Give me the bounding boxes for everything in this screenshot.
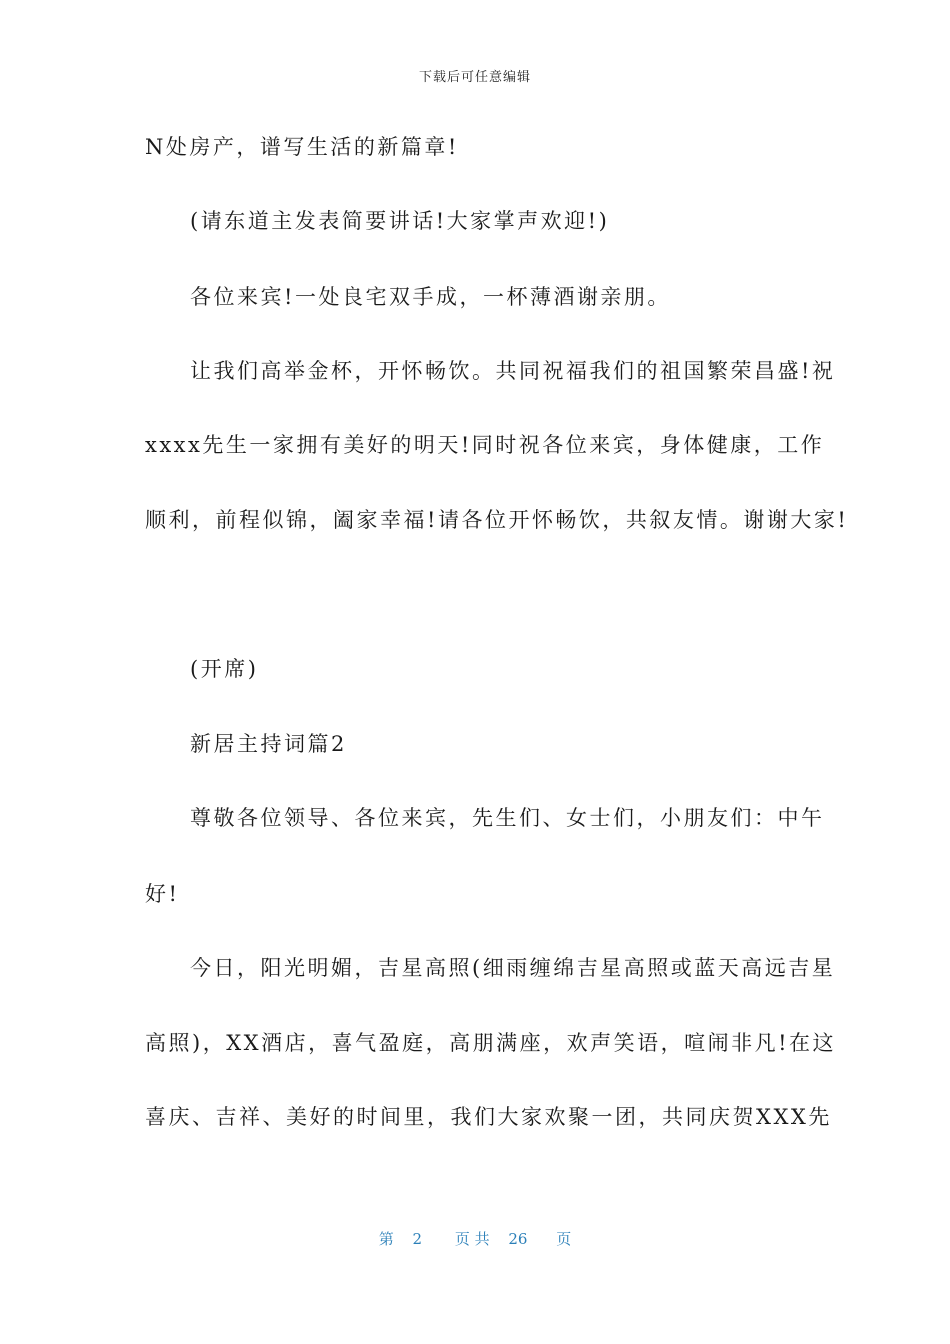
text-line: (开席) — [190, 657, 259, 681]
footer-total-pages: 26 — [508, 1230, 528, 1248]
footer-di: 第 — [378, 1230, 394, 1248]
text-line: 让我们高举金杯，开怀畅饮。共同祝福我们的祖国繁荣昌盛!祝 — [190, 359, 836, 383]
text-line: 顺利，前程似锦，阖家幸福!请各位开怀畅饮，共叙友情。谢谢大家! — [145, 508, 849, 532]
text-line: 喜庆、吉祥、美好的时间里，我们大家欢聚一团，共同庆贺XXX先 — [145, 1105, 832, 1129]
footer-ye: 页 — [556, 1230, 572, 1248]
text-line: 各位来宾!一处良宅双手成，一杯薄酒谢亲朋。 — [190, 285, 671, 309]
section-heading: 新居主持词篇2 — [190, 732, 347, 756]
text-line: (请东道主发表简要讲话!大家掌声欢迎!) — [190, 209, 610, 233]
page-footer — [0, 1228, 950, 1249]
footer-ye-gong: 页 共 — [454, 1230, 490, 1248]
text-line: 好! — [145, 882, 180, 906]
text-line: xxxx先生一家拥有美好的明天!同时祝各位来宾，身体健康，工作 — [145, 433, 825, 457]
header-note: 下载后可任意编辑 — [418, 70, 531, 85]
footer-page-number: 2 — [412, 1230, 423, 1248]
text-line: 高照)，XX酒店，喜气盈庭，高朋满座，欢声笑语，喧闹非凡!在这 — [145, 1031, 837, 1055]
text-line: 今日，阳光明媚，吉星高照(细雨缠绵吉星高照或蓝天高远吉星 — [190, 956, 836, 980]
text-line: N处房产，谱写生活的新篇章! — [145, 135, 459, 159]
text-line: 尊敬各位领导、各位来宾，先生们、女士们，小朋友们：中午 — [190, 806, 825, 830]
